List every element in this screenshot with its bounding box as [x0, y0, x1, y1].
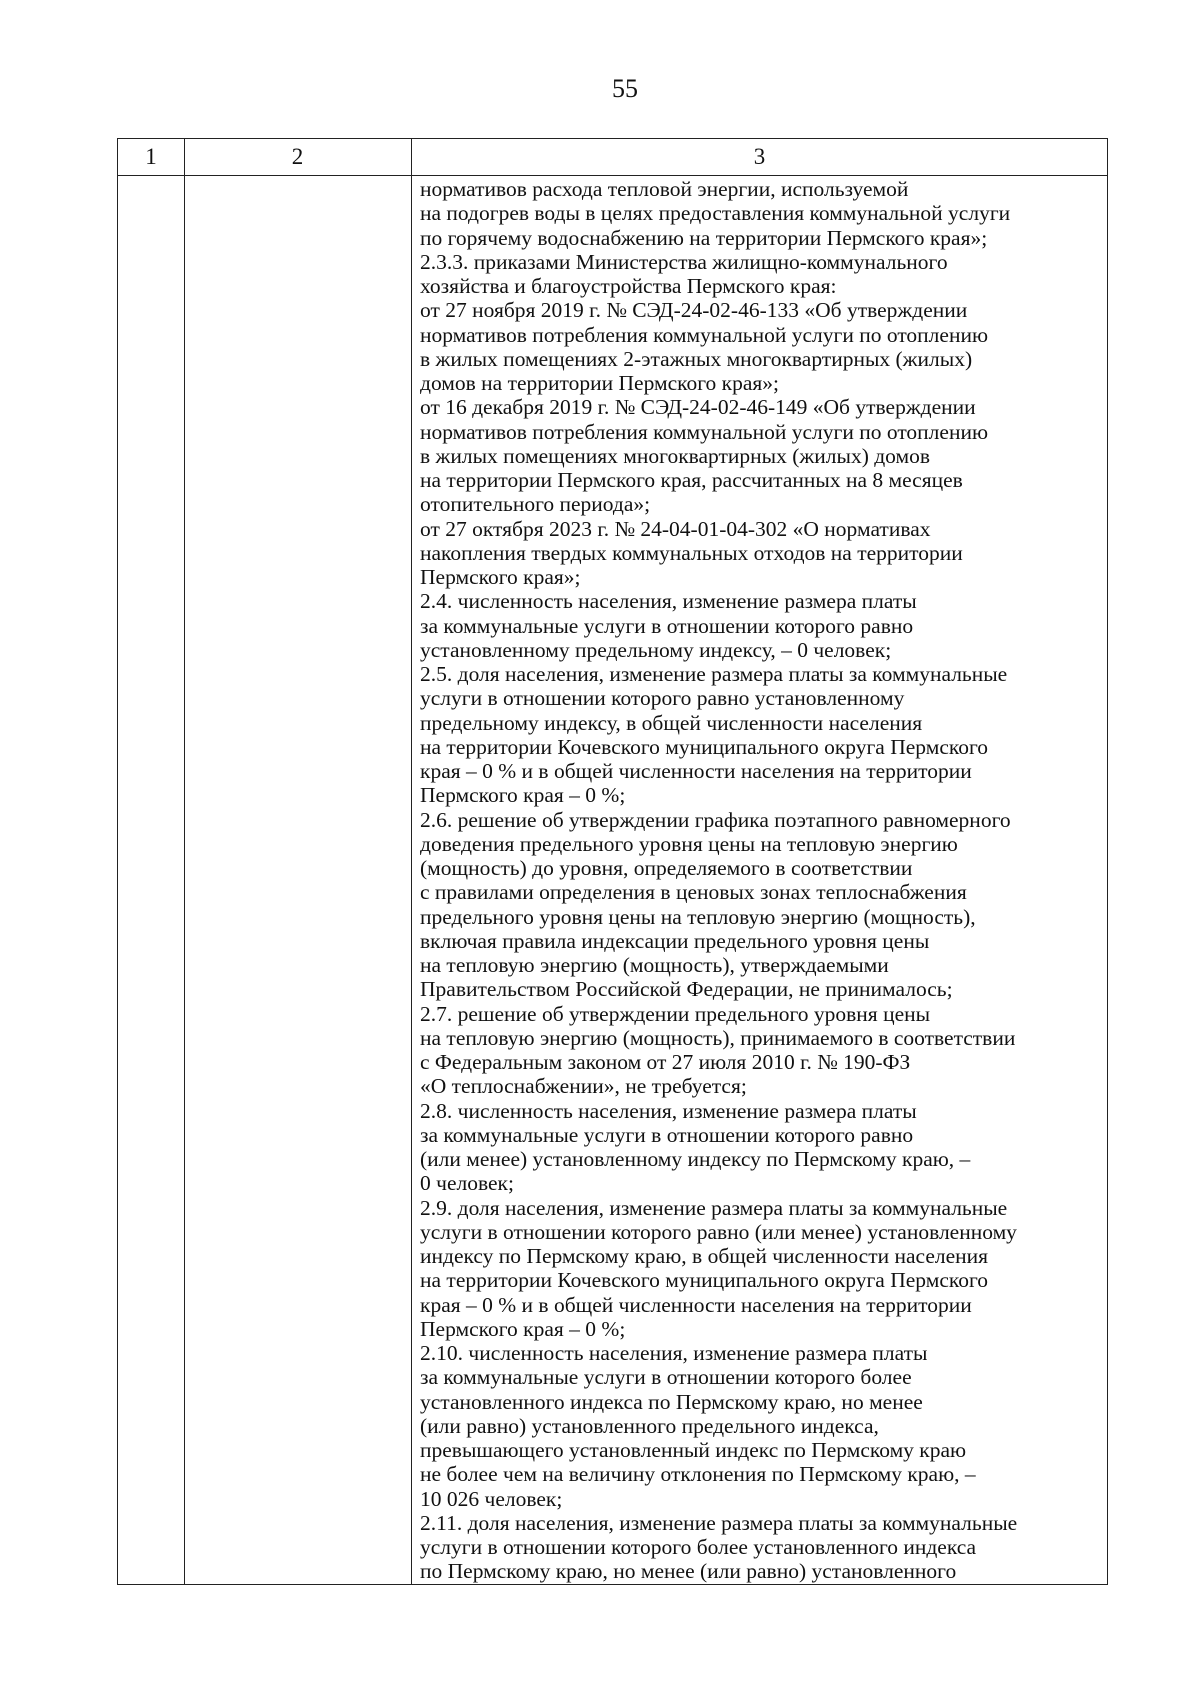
- text-line: на территории Кочевского муниципального округа Пермского: [420, 1268, 989, 1293]
- text-line: (или менее) установленному индексу по Пермскому краю, –: [420, 1147, 971, 1171]
- text-line: края – 0 % и в общей численности населения на территории: [420, 1292, 972, 1317]
- text-line: 2.8. численность населения, изменение размера платы: [420, 1098, 917, 1123]
- column-divider-2: [411, 139, 412, 1584]
- text-line: нормативов потребления коммунальной услуги по отоплению: [420, 322, 989, 347]
- column-header-2: 2: [291, 144, 304, 169]
- text-line: (мощность) до уровня, определяемого в соответствии: [420, 856, 913, 880]
- text-line: Правительством Российской Федерации, не принималось;: [420, 977, 953, 1002]
- text-line: отопительного периода»;: [420, 492, 651, 517]
- text-line: нормативов расхода тепловой энергии, используемой: [420, 177, 909, 201]
- text-line: на территории Пермского края, рассчитанных на 8 месяцев: [420, 468, 963, 492]
- text-line: хозяйства и благоустройства Пермского края:: [420, 274, 837, 298]
- text-line: включая правила индексации предельного уровня цены: [420, 928, 930, 953]
- text-line: 2.6. решение об утверждении графика поэтапного равномерного: [420, 807, 1011, 832]
- document-table: [117, 138, 1108, 1585]
- text-line: с Федеральным законом от 27 июля 2010 г. № 190-ФЗ: [420, 1050, 911, 1074]
- text-line: Пермского края»;: [420, 565, 581, 589]
- text-line: на тепловую энергию (мощность), утверждаемыми: [420, 953, 889, 977]
- text-line: (или равно) установленного предельного индекса,: [420, 1413, 879, 1438]
- text-line: с правилами определения в ценовых зонах теплоснабжения: [420, 880, 967, 905]
- text-line: доведения предельного уровня цены на тепловую энергию: [420, 831, 958, 856]
- column-3-text: [420, 177, 1110, 1584]
- text-line: накопления твердых коммунальных отходов на территории: [420, 540, 963, 565]
- text-line: за коммунальные услуги в отношении которого равно: [420, 1122, 914, 1147]
- text-line: в жилых помещениях многоквартирных (жилых) домов: [420, 443, 931, 468]
- text-line: «О теплоснабжении», не требуется;: [420, 1074, 747, 1099]
- page-number: 55: [612, 74, 638, 103]
- text-line: превышающего установленный индекс по Пермскому краю: [420, 1438, 967, 1462]
- text-line: 0 человек;: [420, 1171, 514, 1196]
- text-line: за коммунальные услуги в отношении которого равно: [420, 613, 914, 638]
- text-line: на территории Кочевского муниципального округа Пермского: [420, 734, 989, 759]
- text-line: не более чем на величину отклонения по Пермскому краю, –: [420, 1462, 976, 1487]
- table-header-row: [118, 139, 1107, 176]
- text-line: от 27 ноября 2019 г. № СЭД-24-02-46-133 «Об утверждении: [420, 298, 968, 323]
- text-line: домов на территории Пермского края»;: [420, 371, 780, 395]
- text-line: 2.5. доля населения, изменение размера платы за коммунальные: [420, 662, 1008, 686]
- text-line: по горячему водоснабжению на территории Пермского края»;: [420, 225, 988, 250]
- text-line: по Пермскому краю, но менее (или равно) установленного: [420, 1559, 957, 1584]
- column-divider-1: [184, 139, 185, 1584]
- text-line: услуги в отношении которого равно установленному: [420, 686, 905, 711]
- text-line: Пермского края – 0 %;: [420, 1316, 626, 1341]
- text-line: 2.9. доля населения, изменение размера платы за коммунальные: [420, 1195, 1008, 1220]
- text-line: 2.10. численность населения, изменение размера платы: [420, 1341, 928, 1365]
- text-line: предельного уровня цены на тепловую энергию (мощность),: [420, 904, 976, 929]
- text-line: от 16 декабря 2019 г. № СЭД-24-02-46-149 «Об утверждении: [420, 395, 976, 420]
- text-line: 2.7. решение об утверждении предельного уровня цены: [420, 1001, 931, 1026]
- text-line: установленного индекса по Пермскому краю, но менее: [420, 1389, 923, 1414]
- text-line: предельному индексу, в общей численности населения: [420, 710, 923, 735]
- text-line: на тепловую энергию (мощность), принимаемого в соответствии: [420, 1025, 1016, 1050]
- text-line: края – 0 % и в общей численности населения на территории: [420, 759, 972, 783]
- text-line: услуги в отношении которого более установленного индекса: [420, 1535, 977, 1559]
- text-line: за коммунальные услуги в отношении которого более: [420, 1365, 912, 1390]
- text-line: 2.11. доля населения, изменение размера платы за коммунальные: [420, 1510, 1018, 1535]
- text-line: нормативов потребления коммунальной услуги по отоплению: [420, 419, 989, 444]
- text-line: 2.4. численность населения, изменение размера платы: [420, 589, 917, 614]
- text-line: установленному предельному индексу, – 0 человек;: [420, 637, 892, 662]
- text-line: 10 026 человек;: [420, 1486, 563, 1511]
- text-line: на подогрев воды в целях предоставления коммунальной услуги: [420, 201, 1011, 226]
- text-line: Пермского края – 0 %;: [420, 783, 626, 808]
- text-line: 2.3.3. приказами Министерства жилищно-коммунального: [420, 249, 948, 274]
- column-header-1: 1: [145, 144, 157, 169]
- text-line: в жилых помещениях 2-этажных многоквартирных (жилых): [420, 346, 973, 371]
- column-header-3: 3: [753, 144, 766, 169]
- text-line: от 27 октября 2023 г. № 24-04-01-04-302 «О нормативах: [420, 516, 931, 541]
- text-line: услуги в отношении которого равно (или менее) установленному: [420, 1219, 1017, 1244]
- text-line: индексу по Пермскому краю, в общей численности населения: [420, 1244, 989, 1268]
